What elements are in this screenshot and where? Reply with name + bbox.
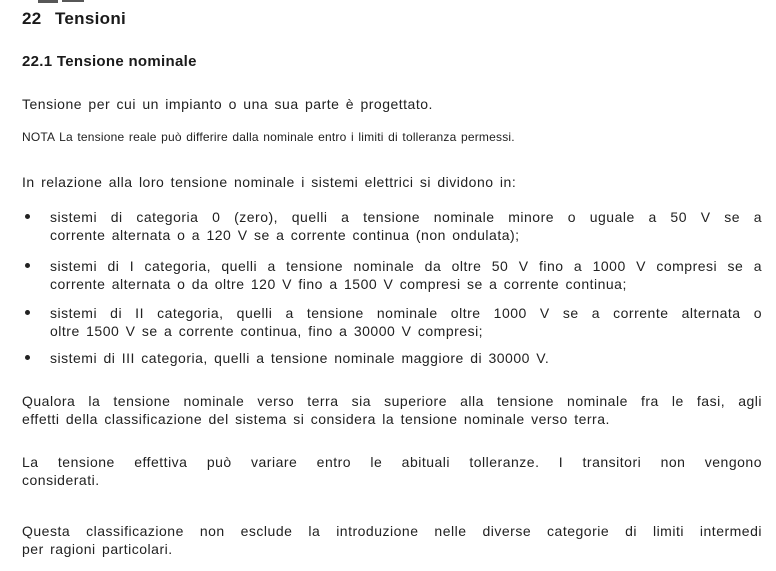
scan-artifact [62,0,84,2]
paragraph-classificazione [22,522,762,558]
text-line: La tensione effettiva può variare entro le abituali tolleranze. I transitori non vengono [22,454,762,470]
text-line: In relazione alla loro tensione nominale i sistemi elettrici si dividono in: [22,174,517,190]
text-line: effetti della classificazione del sistema si considera la tensione nominale verso terra. [22,411,610,427]
text-line: Questa classificazione non esclude la introduzione nelle diverse categorie di limiti intermedi [22,523,762,539]
intro-paragraph [22,173,762,191]
bullet-item-category-1 [22,257,762,293]
text-line: per ragioni particolari. [22,541,173,557]
bullet-dot [25,263,30,268]
paragraph-qualora [22,392,762,428]
text-line: Qualora la tensione nominale verso terra sia superiore alla tensione nominale fra le fasi, agli [22,393,762,409]
text-line: corrente alternata o da oltre 120 V fino a 1500 V compresi se a corrente continua; [50,276,627,292]
bullet-item-category-2 [22,304,762,340]
note-text [22,129,762,145]
subsection-heading: 22.1 Tensione nominale [22,53,197,70]
bullet-item-category-0 [22,208,762,244]
text-line: sistemi di II categoria, quelli a tensione nominale oltre 1000 V se a corrente alternata o [50,305,762,321]
text-line: sistemi di III categoria, quelli a tensione nominale maggiore di 30000 V. [50,350,550,366]
text-line: corrente alternata o a 120 V se a corrente continua (non ondulata); [50,227,520,243]
text-line: oltre 1500 V se a corrente continua, fino a 30000 V compresi; [50,323,484,339]
text-line: Tensione per cui un impianto o una sua parte è progettato. [22,96,433,112]
definition-paragraph [22,95,762,113]
text-line: NOTA La tensione reale può differire dalla nominale entro i limiti di tolleranza permessi. [22,130,515,144]
text-line: sistemi di categoria 0 (zero), quelli a tensione nominale minore o uguale a 50 V se a [50,209,762,225]
bullet-dot [25,214,30,219]
bullet-dot [25,310,30,315]
bullet-dot [25,355,30,360]
chapter-title: Tensioni [55,9,127,28]
scan-artifact [38,0,58,3]
text-line: considerati. [22,472,100,488]
text-line: sistemi di I categoria, quelli a tensione nominale da oltre 50 V fino a 1000 V compresi se a [50,258,762,274]
chapter-number: 22 [22,9,42,28]
chapter-heading [22,9,762,29]
paragraph-tensione-effettiva [22,453,762,489]
bullet-item-category-3 [22,349,762,367]
